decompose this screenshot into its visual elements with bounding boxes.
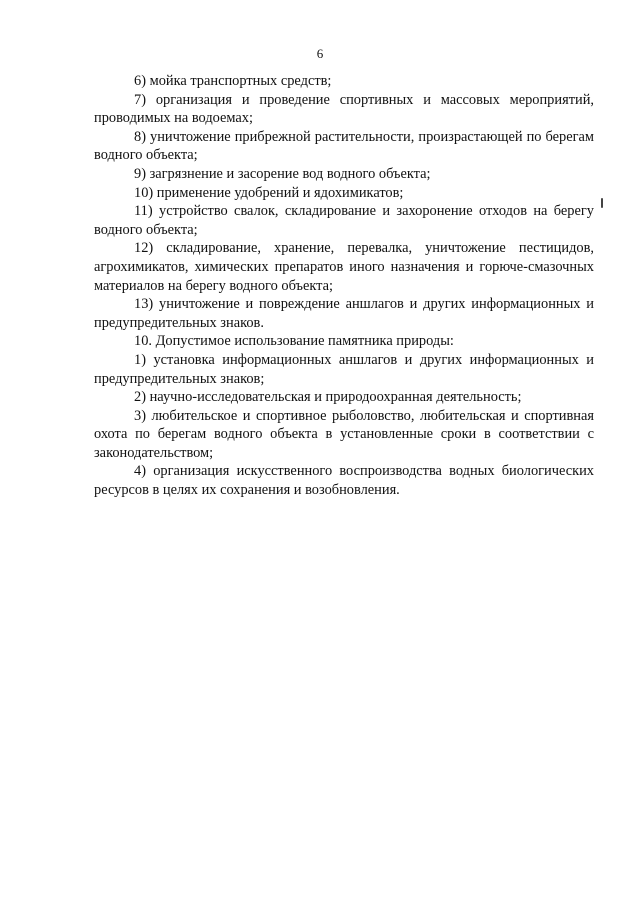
section-10-heading: 10. Допустимое использование памятника природы: xyxy=(134,333,454,350)
allowed-item-3: 3) любительское и спортивное рыболовство, любительская и спортивная охота по берегам водного объекта в установленные сроки в соответствии с законодательством; xyxy=(94,407,594,461)
allowed-item-1: 1) установка информационных аншлагов и других информационных и предупредительных знаков; xyxy=(94,351,594,387)
page-number: 6 xyxy=(316,46,324,61)
prohibited-item-7: 7) организация и проведение спортивных и массовых мероприятий, проводимых на водоемах; xyxy=(94,91,594,127)
document-body xyxy=(94,72,594,500)
prohibited-item-9: 9) загрязнение и засорение вод водного объекта; xyxy=(134,165,431,182)
prohibited-item-8: 8) уничтожение прибрежной растительности, произрастающей по берегам водного объекта; xyxy=(94,128,594,164)
prohibited-item-13: 13) уничтожение и повреждение аншлагов и других информационных и предупредительных знаков. xyxy=(94,296,594,331)
scan-mark xyxy=(601,198,603,208)
allowed-item-4: 4) организация искусственного воспроизводства водных биологических ресурсов в целях их сохранения и возобновления. xyxy=(94,463,594,499)
allowed-item-2: 2) научно-исследовательская и природоохранная деятельность; xyxy=(134,389,522,406)
prohibited-item-12: 12) складирование, хранение, перевалка, уничтожение пестицидов, агрохимикатов, химических препаратов иного назначения и горюче-смазочных материалов на берегу водного объекта; xyxy=(94,240,594,294)
prohibited-item-11: 11) устройство свалок, складирование и захоронение отходов на берегу водного объекта; xyxy=(94,203,594,238)
prohibited-item-10: 10) применение удобрений и ядохимикатов; xyxy=(134,184,404,201)
prohibited-item-6: 6) мойка транспортных средств; xyxy=(134,73,332,89)
